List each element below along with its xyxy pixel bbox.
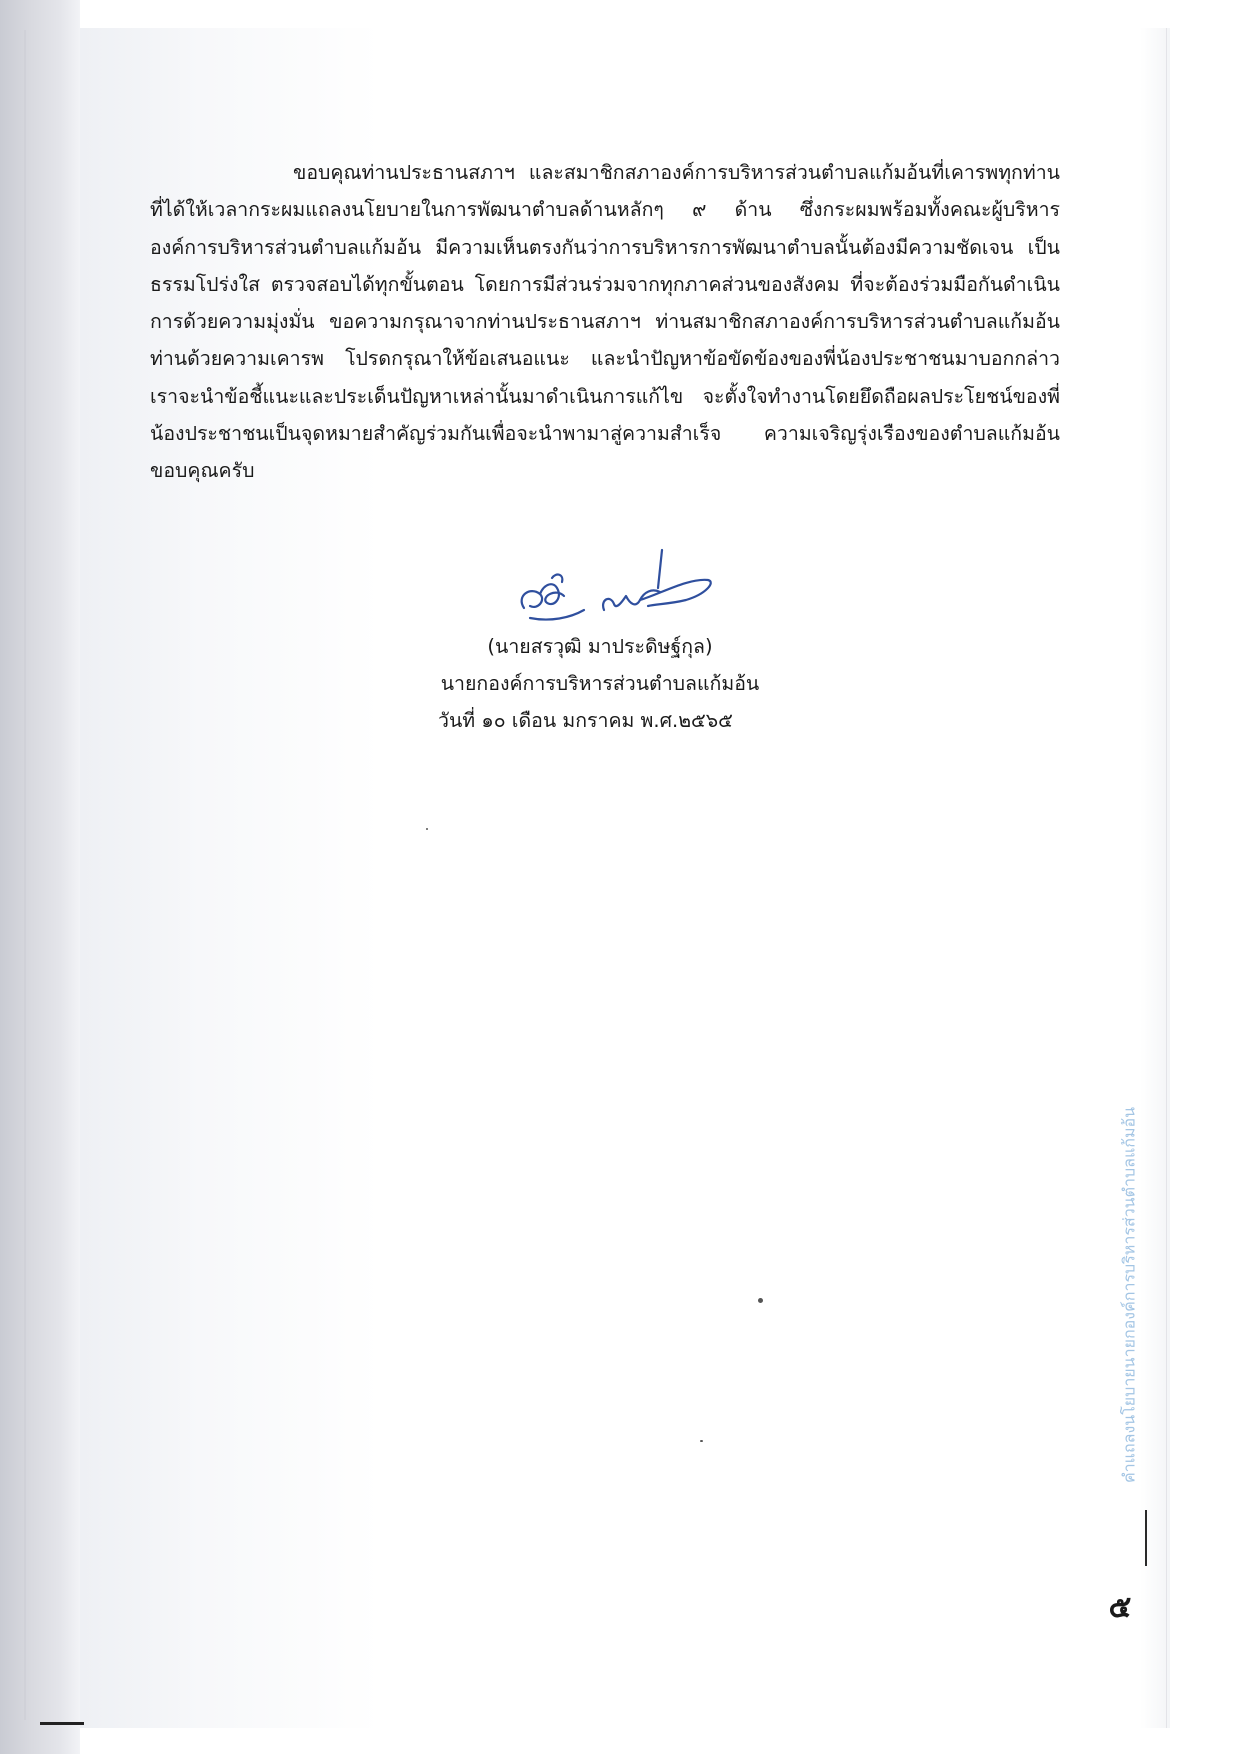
paper-right-edge bbox=[1166, 28, 1167, 1728]
side-running-title bbox=[1110, 1025, 1150, 1565]
scan-speck bbox=[700, 1440, 703, 1442]
scan-edge-mark bbox=[40, 1722, 84, 1725]
signatory-position: นายกองค์การบริหารส่วนตำบลแก้มอ้น bbox=[440, 672, 760, 695]
binding-edge-line bbox=[24, 30, 26, 1720]
signing-date: วันที่ ๑๐ เดือน มกราคม พ.ศ.๒๕๖๕ bbox=[438, 709, 733, 732]
side-title-text: คำแถลงนโยบายนายกองค์การบริหารส่วนตำบลแก้มอ้น bbox=[1119, 1106, 1139, 1484]
handwritten-signature bbox=[510, 548, 720, 640]
scan-speck bbox=[426, 828, 428, 830]
scan-speck bbox=[758, 1298, 763, 1303]
page-number: ๕ bbox=[1108, 1590, 1132, 1625]
closing-statement-paragraph: ขอบคุณท่านประธานสภาฯ และสมาชิกสภาองค์การบริหารส่วนตำบลแก้มอ้นที่เคารพทุกท่าน ที่ได้ให้เวลากระผมแถลงนโยบายในการพัฒนาตำบลด้านหลักๆ ๙ ด้าน ซึ่งกระผมพร้อมทั้งคณะผู้บริหารองค์การบริหารส่วนตำบลแก้มอ้น มีความเห็นตรงกันว่าการบริหารการพัฒนาตำบลนั้นต้องมีความชัดเจน เป็นธรรมโปร่งใส ตรวจสอบได้ทุกขั้นตอน โดยการมีส่วนร่วมจากทุกภาคส่วนของสังคม ที่จะต้องร่วมมือกันดำเนินการด้วยความมุ่งมั่น ขอความกรุณาจากท่านประธานสภาฯ ท่านสมาชิกสภาองค์การบริหารส่วนตำบลแก้มอ้นท่านด้วยความเคารพ โปรดกรุณาให้ข้อเสนอแนะ และนำปัญหาข้อขัดข้องของพี่น้องประชาชนมาบอกกล่าว เราจะนำข้อชี้แนะและประเด็นปัญหาเหล่านั้นมาดำเนินการแก้ไข จะตั้งใจทำงานโดยยึดถือผลประโยชน์ของพี่น้องประชาชนเป็นจุดหมายสำคัญร่วมกันเพื่อจะนำพามาสู่ความสำเร็จ ความเจริญรุ่งเรืองของตำบลแก้มอ้น ขอบคุณครับ bbox=[150, 161, 1060, 483]
signature-block bbox=[380, 628, 820, 739]
binding-shadow bbox=[0, 0, 80, 1754]
side-rule-line bbox=[1145, 1510, 1147, 1566]
signatory-name: (นายสรวุฒิ มาประดิษฐ์กุล) bbox=[487, 635, 713, 658]
